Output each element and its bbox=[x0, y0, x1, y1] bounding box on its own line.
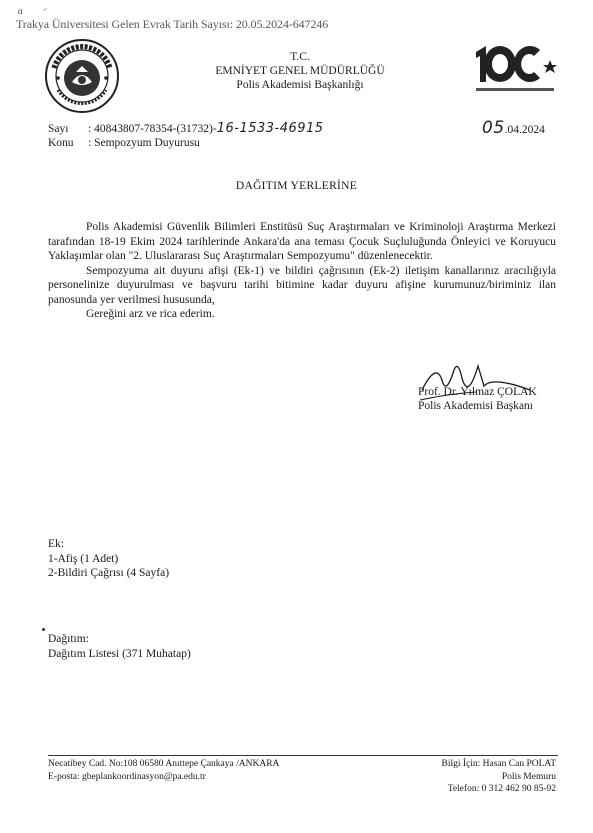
footer-address: Necatibey Cad. No:108 06580 Anıttepe Çankaya /ANKARA bbox=[48, 759, 280, 769]
centenary-100-logo bbox=[470, 42, 560, 96]
date-printed: .04.2024 bbox=[504, 124, 545, 136]
letterhead-line-egm: EMNİYET GENEL MÜDÜRLÜĞÜ bbox=[215, 65, 385, 77]
document-number-value: : 40843807-78354-(31732)- bbox=[88, 123, 217, 135]
signatory-title: Polis Akademisi Başkanı bbox=[418, 400, 533, 412]
police-academy-seal bbox=[44, 38, 120, 114]
footer-contact-block bbox=[380, 758, 556, 796]
body-paragraph-2: Sempozyuma ait duyuru afişi (Ek-1) ve bildiri çağrısının (Ek-2) iletişim kanallarınız aracılığıyla personelinize duyurulması ve başvuru tarihi bitimine kadar duyuru afişine kurumunuz/biriminiz ilan panosunda yer verilmesi hususunda, bbox=[48, 264, 556, 306]
letterhead-line-academy: Polis Akademisi Başkanlığı bbox=[236, 79, 364, 91]
subject-value: : Sempozyum Duyurusu bbox=[88, 137, 200, 149]
annex-label: Ek: bbox=[48, 538, 64, 550]
subject-label: Konu bbox=[48, 137, 74, 149]
footer-address-block bbox=[48, 758, 279, 783]
letterhead bbox=[170, 50, 430, 92]
footer-contact-person: Bilgi İçin: Hasan Can POLAT bbox=[441, 759, 556, 769]
document-number-handwritten: 16-1533-46915 bbox=[216, 121, 324, 136]
body-paragraph-1: Polis Akademisi Güvenlik Bilimleri Enstitüsü Suç Araştırmaları ve Kriminoloji Araştırma Merkezi tarafından 18-19 Ekim 2024 tarihlerinde Ankara'da ana teması Çocuk Suçluluğunda Önleyici ve Koruyucu Yaklaşımlar olan "2. Uluslararası Suç Araştırmaları Sempozyumu" düzenlenecektir. bbox=[48, 221, 556, 262]
annex-section bbox=[48, 537, 169, 581]
footer-phone: Telefon: 0 312 462 90 85-92 bbox=[447, 784, 556, 794]
date-day-handwritten: 05 bbox=[482, 118, 505, 138]
scan-speck bbox=[42, 628, 45, 631]
corner-marks: ɑ ⸍ bbox=[18, 6, 48, 16]
footer-divider bbox=[48, 755, 558, 756]
signatory-name: Prof. Dr. Yılmaz ÇOLAK bbox=[418, 386, 537, 398]
footer-email: E-posta: gbeplankoordinasyon@pa.edu.tr bbox=[48, 771, 206, 782]
distribution-label: Dağıtım: bbox=[48, 633, 89, 645]
incoming-document-stamp: Trakya Üniversitesi Gelen Evrak Tarih Sayısı: 20.05.2024-647246 bbox=[16, 17, 329, 31]
distribution-heading: DAĞITIM YERLERİNE bbox=[235, 180, 358, 192]
document-number-row bbox=[48, 122, 324, 136]
document-date bbox=[482, 118, 545, 138]
letter-body bbox=[48, 220, 556, 322]
document-number-label: Sayı bbox=[48, 123, 69, 135]
distribution-value: Dağıtım Listesi (371 Muhatap) bbox=[48, 647, 191, 660]
body-paragraph-3: Gereğini arz ve rica ederim. bbox=[86, 308, 215, 320]
letterhead-line-tc: T.C. bbox=[290, 51, 310, 63]
subject-row bbox=[48, 136, 200, 150]
annex-item: 2-Bildiri Çağrısı (4 Sayfa) bbox=[48, 567, 170, 579]
distribution-section bbox=[48, 632, 191, 661]
footer-contact-role: Polis Memuru bbox=[501, 771, 556, 782]
annex-item: 1-Afiş (1 Adet) bbox=[48, 552, 119, 565]
